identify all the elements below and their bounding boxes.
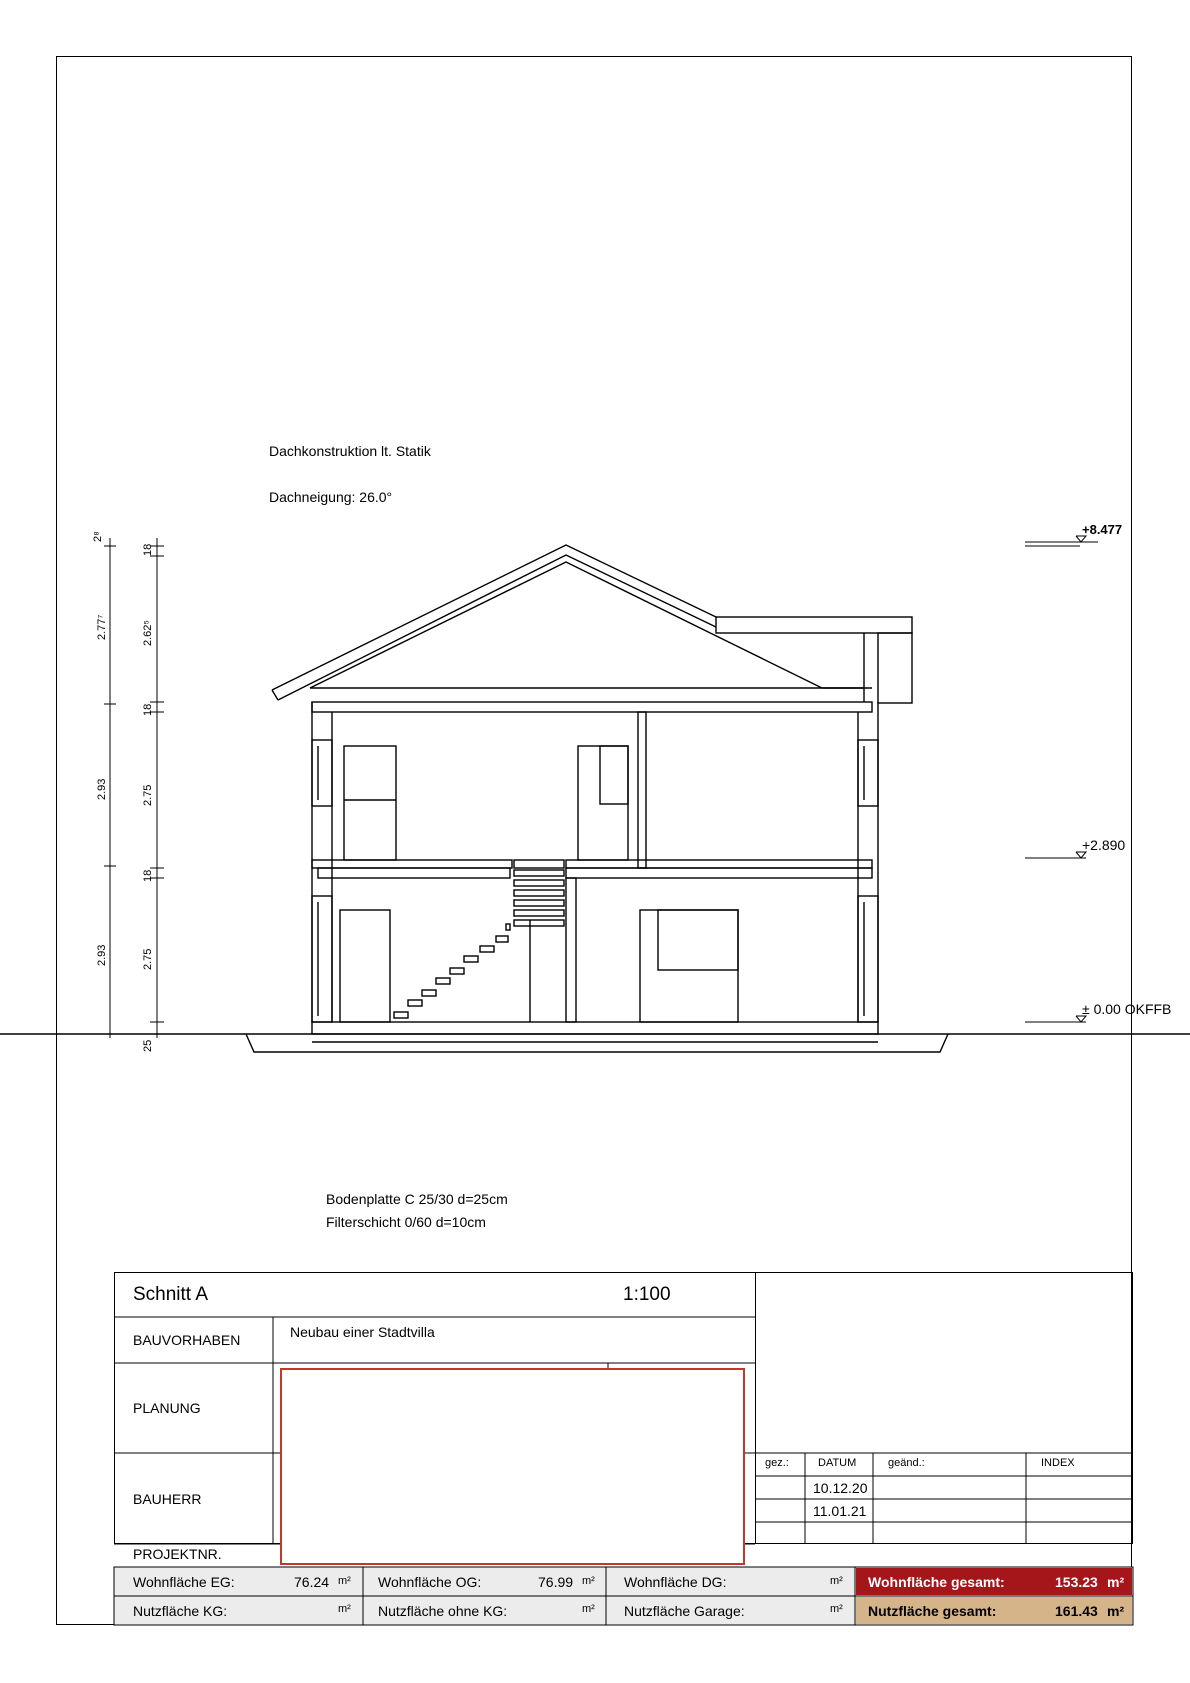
drawing-title: Schnitt A — [133, 1284, 208, 1305]
rev-header-changed: geänd.: — [888, 1457, 925, 1469]
note-filter-layer: Filterschicht 0/60 d=10cm — [326, 1214, 486, 1230]
label-bauherr: BAUHERR — [133, 1491, 202, 1507]
label-bauvorhaben: BAUVORHABEN — [133, 1332, 241, 1348]
dim-outer-4: 2.93 — [96, 944, 108, 966]
rev-header-index: INDEX — [1041, 1457, 1075, 1469]
unit-wohn-dg: m² — [830, 1575, 843, 1587]
dim-inner-4: 2.75 — [142, 784, 154, 806]
label-nutz-total: Nutzfläche gesamt: — [868, 1603, 997, 1619]
drawing-scale: 1:100 — [623, 1284, 671, 1305]
label-wohn-dg: Wohnfläche DG: — [624, 1574, 727, 1590]
unit-nutz-kg: m² — [338, 1603, 351, 1615]
value-wohn-total: 153.23 — [1055, 1574, 1098, 1590]
note-roof-pitch: Dachneigung: 26.0° — [269, 489, 393, 505]
dim-inner-2: 2.62⁵ — [142, 620, 154, 646]
dim-outer-1: 2⁸ — [92, 531, 104, 542]
dim-inner-6: 2.75 — [142, 948, 154, 970]
rev-date-2: 11.01.21 — [813, 1503, 867, 1519]
dim-outer-3: 2.93 — [96, 778, 108, 800]
label-planung: PLANUNG — [133, 1400, 201, 1416]
value-wohn-og: 76.99 — [538, 1574, 574, 1590]
dim-inner-5: 18 — [142, 869, 154, 882]
dim-outer-5: 25 — [142, 1039, 154, 1052]
label-wohn-total: Wohnfläche gesamt: — [868, 1574, 1005, 1590]
dim-outer-2: 2.77⁷ — [96, 614, 108, 640]
rev-header-drawn: gez.: — [765, 1457, 789, 1469]
value-wohn-eg: 76.24 — [294, 1574, 330, 1590]
level-ridge: +8.477 — [1082, 522, 1123, 537]
unit-nutz-garage: m² — [830, 1603, 843, 1615]
rev-header-date: DATUM — [818, 1457, 857, 1469]
label-nutz-ohne-kg: Nutzfläche ohne KG: — [378, 1603, 508, 1619]
level-ground: ± 0.00 OKFFB — [1082, 1001, 1172, 1017]
unit-nutz-ohne-kg: m² — [582, 1603, 595, 1615]
label-wohn-og: Wohnfläche OG: — [378, 1574, 482, 1590]
unit-nutz-total: m² — [1107, 1603, 1125, 1619]
dim-inner-1: 18 — [142, 543, 154, 556]
level-upper-floor: +2.890 — [1082, 837, 1126, 853]
label-projektnr: PROJEKTNR. — [133, 1546, 222, 1562]
value-bauvorhaben: Neubau einer Stadtvilla — [290, 1324, 435, 1340]
note-roof-construction: Dachkonstruktion lt. Statik — [269, 443, 431, 459]
label-nutz-kg: Nutzfläche KG: — [133, 1603, 228, 1619]
unit-wohn-og: m² — [582, 1575, 595, 1587]
value-nutz-total: 161.43 — [1055, 1603, 1098, 1619]
rev-date-1: 10.12.20 — [813, 1480, 868, 1496]
unit-wohn-total: m² — [1107, 1574, 1125, 1590]
label-wohn-eg: Wohnfläche EG: — [133, 1574, 235, 1590]
unit-wohn-eg: m² — [338, 1575, 351, 1587]
label-nutz-garage: Nutzfläche Garage: — [624, 1603, 745, 1619]
note-slab: Bodenplatte C 25/30 d=25cm — [326, 1191, 508, 1207]
dim-inner-3: 18 — [142, 703, 154, 716]
